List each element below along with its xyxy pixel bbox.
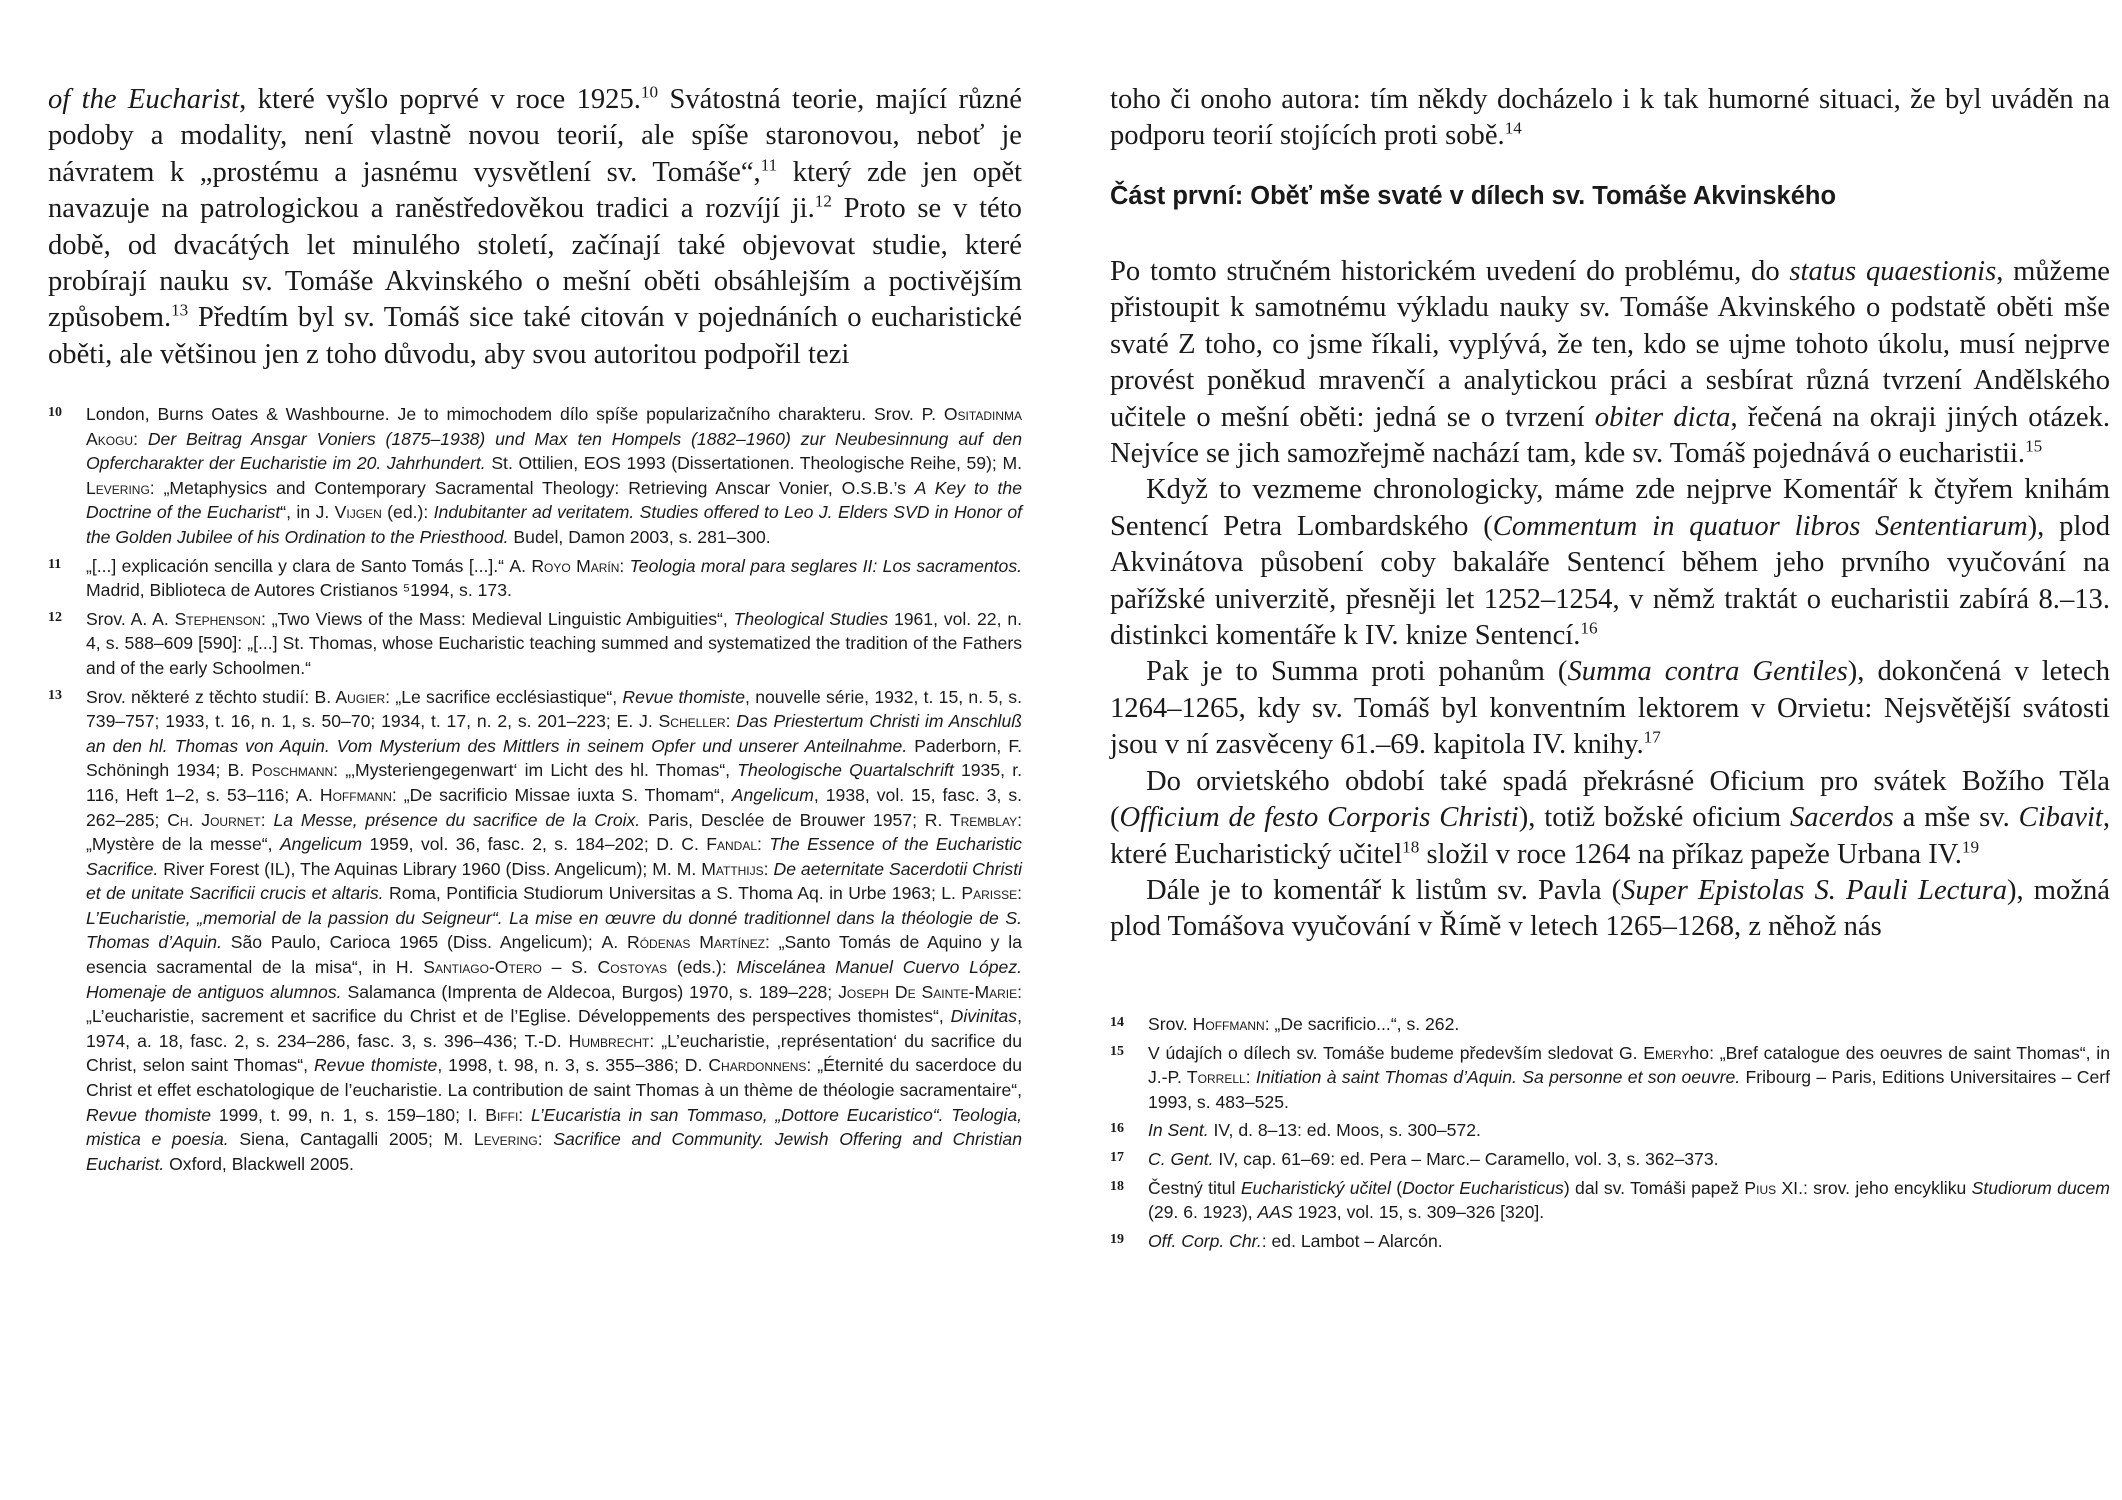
intro-paragraph bbox=[1110, 82, 2110, 155]
footnote-ref: 18 bbox=[1402, 836, 1420, 856]
footnote-text: „[...] explicación sencilla y clara de Santo Tomás [...].“ A. Royo Marín: Teologia moral para seglares II: Los sacramentos. Madrid, Biblioteca de Autores Cristianos ⁵1994, s. 173. bbox=[86, 555, 1023, 601]
right-page bbox=[1110, 0, 2110, 1500]
footnote-18 bbox=[1110, 1176, 2110, 1225]
text-segment: , které vyšlo poprvé v roce 1925. bbox=[239, 84, 641, 115]
paragraph-3: Pak je to Summa proti pohanům (Summa contra Gentiles), dokončená v letech 1264–1265, kdy sv. Tomáš byl konventním lektorem v Orvietu: Nejsvětější svátosti jsou v ní zasvěceny 61.–69. kapitola IV. knihy.$^{17}$ bbox=[1110, 656, 2111, 761]
left-paragraph bbox=[48, 82, 1022, 373]
footnote-text: Srov. Hoffmann: „De sacrificio...“, s. 262. bbox=[1148, 1014, 1460, 1034]
footnote-text: Srov. některé z těchto studií: B. Augier: „Le sacrifice ecclésiastique“, Revue thomiste, nouvelle série, 1932, t. 15, n. 5, s. 739–757; 1933, t. 16, n. 1, s. 50–70; 1934, t. 17, n. 2, s. 201–223; E. J. Scheller: Das Priestertum Christi im Anschluß an den hl. Thomas von Aquin. Vom Mysterium des Mittlers in seinem Opfer und unserer Anteilnahme. Paderborn, F. Schöningh 1934; B. Poschmann: „‚Mysteriengegenwart‘ im Licht des hl. Thomas“, Theologische Quartalschrift 1935, r. 116, Heft 1–2, s. 53–116; A. Hoffmann: „De sacrificio Missae iuxta S. Thomam“, Angelicum, 1938, vol. 15, fasc. 3, s. 262–285; Ch. Journet: La Messe, présence du sacrifice de la Croix. Paris, Desclée de Brouwer 1957; R. Tremblay: „Mystère de la messe“, Angelicum 1959, vol. 36, fasc. 2, s. 184–202; D. C. Fandal: The Essence of the Eucharistic Sacrifice. River Forest (IL), The Aquinas Library 1960 (Diss. Angelicum); M. M. Matthijs: De aeternitate Sacerdotii Christi et de unitate Sacrificii crucis et altaris. Roma, Pontificia Studiorum Universitas a S. Thoma Aq. in Urbe 1963; L. Parisse: L’Eucharistie, „memorial de la passion du Seigneur“. La mise en œuvre du donné traditionnel dans la théologie de S. Thomas d’Aquin. São Paulo, Carioca 1965 (Diss. Angelicum); A. Ródenas Martínez: „Santo Tomás de Aquino y la esencia sacramental de la misa“, in H. Santiago-Otero – S. Costoyas (eds.): Miscelánea Manuel Cuervo López. Homenaje de antiguos alumnos. Salamanca (Imprenta de Aldecoa, Burgos) 1970, s. 189–228; Joseph De Sainte-Marie: „L’eucharistie, sacrement et sacrifice du Christ et de l’Eglise. Développements des perspectives thomistes“, Divinitas, 1974, a. 18, fasc. 2, s. 234–286, fasc. 3, s. 396–436; T.-D. Humbrecht: „L’eucharistie, ‚représentation‘ du sacrifice du Christ, selon saint Thomas“, Revue thomiste, 1998, t. 98, n. 3, s. 355–386; D. Chardonnens: „Éternité du sacerdoce du Christ et effet eschatologique de l’eucharistie. La contribution de saint Thomas à un thème de théologie sacramentaire“, Revue thomiste 1999, t. 99, n. 1, s. 159–180; I. Biffi: L’Eucaristia in san Tommaso, „Dottore Eucaristico“. Teologia, mistica e poesia. Siena, Cantagalli 2005; M. Levering: Sacrifice and Community. Jewish Offering and Christian Eucharist. Oxford, Blackwell 2005. bbox=[86, 686, 1023, 1174]
section-heading: Část první: Oběť mše svaté v dílech sv. Tomáše Akvinského bbox=[1110, 182, 1837, 210]
footnote-ref: 11 bbox=[760, 155, 778, 175]
paragraph-1: Po tomto stručném historickém uvedení do problému, do status quaestionis, můžeme přistoupit k samotnému výkladu nauky sv. Tomáše Akvinského o podstatě oběti mše svaté Z toho, co jsme říkali, vyplývá, že ten, kdo se ujme tohoto úkolu, musí nejprve provést poněkud mravenčí a analytickou práci a sesbírat různá tvrzení Andělského učitele o mešní oběti: jedná se o tvrzení obiter dicta, řečená na okraji jiných otázek. Nejvíce se jich samozřejmě nachází tam, kde sv. Tomáš pojednává o eucharistii.$^{15}$ bbox=[1110, 256, 2111, 470]
footnote-number: 11 bbox=[48, 556, 62, 572]
footnote-ref: 10 bbox=[640, 82, 659, 102]
text-segment: který zde jen opět navazuje na patrologickou a raněstředověkou tradici a rozvíjí ji. bbox=[48, 156, 1023, 225]
footnote-17 bbox=[1110, 1147, 2110, 1172]
right-footnotes bbox=[1110, 1012, 2110, 1257]
footnote-number: 10 bbox=[48, 405, 62, 420]
left-page bbox=[48, 0, 1048, 1500]
footnote-ref: 14 bbox=[1504, 118, 1522, 138]
footnote-13 bbox=[48, 685, 1022, 1177]
footnote-ref: 19 bbox=[1961, 836, 1980, 856]
footnote-15 bbox=[1110, 1041, 2110, 1115]
text-segment: Svátostná teorie, mající různé podoby a modality, není vlastně novou teorií, ale spíše staronovou, neboť je návratem k „prostému a jasnému vysvětlení sv. Tomáše“, bbox=[48, 84, 1022, 188]
footnote-number: 17 bbox=[1110, 1149, 1124, 1165]
footnote-text: Srov. A. A. Stephenson: „Two Views of the Mass: Medieval Linguistic Ambiguities“, Theological Studies 1961, vol. 22, n. 4, s. 588–609 [590]: „[...] St. Thomas, whose Eucharistic teaching summed and systematized the tradition of the Fathers and of the early Schoolmen.“ bbox=[86, 608, 1022, 678]
footnote-number: 18 bbox=[1110, 1178, 1124, 1194]
italic-title: of the Eucharist bbox=[48, 84, 240, 115]
footnote-text: V údajích o dílech sv. Tomáše budeme především sledovat G. Emeryho: „Bref catalogue des oeuvres de saint Thomas“, in J.-P. Torrell: Initiation à saint Thomas d’Aquin. Sa personne et son oeuvre. Fribourg – Paris, Editions Universitaires – Cerf 1993, s. 483–525. bbox=[1148, 1042, 2111, 1112]
right-body-text bbox=[1110, 254, 2110, 946]
right-intro-text bbox=[1110, 82, 2110, 155]
footnote-number: 16 bbox=[1110, 1121, 1124, 1137]
footnote-number: 12 bbox=[48, 609, 62, 625]
footnote-text: C. Gent. IV, cap. 61–69: ed. Pera – Marc.– Caramello, vol. 3, s. 362–373. bbox=[1148, 1148, 1719, 1169]
paragraph-4: Do orvietského období také spadá překrásné Oficium pro svátek Božího Těla (Officium de festo Corporis Christi), totiž božské oficium Sacerdos a mše sv. Cibavit, které Eucharistický učitel$^{18}$ složil v roce 1264 na příkaz papeže Urbana IV.$^{19}$ bbox=[1110, 765, 2110, 870]
footnote-16 bbox=[1110, 1118, 2110, 1143]
footnote-number: 14 bbox=[1110, 1015, 1124, 1030]
footnote-text: London, Burns Oates & Washbourne. Je to mimochodem dílo spíše popularizačního charakteru. Srov. P. Ositadinma Akogu: Der Beitrag Ansgar Voniers (1875–1938) und Max ten Hompels (1882–1960) zur Neubesinnung auf den Opfercharakter der Eucharistie im 20. Jahrhundert. St. Ottilien, EOS 1993 (Dissertationen. Theologische Reihe, 59); M. Levering: „Metaphysics and Contemporary Sacramental Theology: Retrieving Anscar Vonier, O.S.B.’s A Key to the Doctrine of the Eucharist“, in J. Vijgen (ed.): Indubitanter ad veritatem. Studies offered to Leo J. Elders SVD in Honor of the Golden Jubilee of his Ordination to the Priesthood. Budel, Damon 2003, s. 281–300. bbox=[86, 404, 1023, 547]
text-segment: Předtím byl sv. Tomáš sice také citován v pojednáních o eucharistické oběti, ale většinou jen z toho důvodu, aby svou autoritou podpořil tezi bbox=[48, 302, 1022, 370]
footnote-ref: 15 bbox=[2025, 436, 2043, 456]
footnote-ref: 12 bbox=[814, 191, 832, 211]
text-segment: Proto se v této době, od dvacátých let minulého století, začínají také objevovat studie, které probírají nauku sv. Tomáše Akvinského o mešní oběti obsáhlejším a poctivějším způsobem. bbox=[48, 193, 1022, 334]
footnote-ref: 17 bbox=[1643, 727, 1661, 747]
text-segment: toho či onoho autora: tím někdy docházelo i k tak humorné situaci, že byl uváděn na podporu teorií stojících proti sobě. bbox=[1110, 84, 2110, 152]
footnote-19 bbox=[1110, 1229, 2110, 1254]
footnote-14 bbox=[1110, 1012, 2110, 1037]
footnote-text: Off. Corp. Chr.: ed. Lambot – Alarcón. bbox=[1148, 1230, 1443, 1251]
left-footnotes bbox=[48, 402, 1022, 1180]
footnote-number: 13 bbox=[48, 687, 62, 703]
footnote-12 bbox=[48, 607, 1022, 681]
footnote-11 bbox=[48, 554, 1022, 603]
footnote-10 bbox=[48, 402, 1022, 550]
footnote-text: In Sent. IV, d. 8–13: ed. Moos, s. 300–572. bbox=[1148, 1120, 1481, 1141]
left-body-text bbox=[48, 82, 1022, 373]
footnote-ref: 16 bbox=[1580, 618, 1598, 638]
paragraph-5: Dále je to komentář k listům sv. Pavla (Super Epistolas S. Pauli Lectura), možná plod Tomášova vyučování v Římě v letech 1265–1268, z něhož nás bbox=[1110, 874, 2110, 943]
paragraph-2: Když to vezmeme chronologicky, máme zde nejprve Komentář k čtyřem knihám Sentencí Petra Lombardského (Commentum in quatuor libros Sententiarum), plod Akvinátova působení coby bakaláře Sentencí během jeho prvního vyučování na pařížské univerzitě, přesněji let 1252–1254, v němž traktát o eucharistii zabírá 8.–13. distinkci komentáře k IV. knize Sentencí.$^{16}$ bbox=[1110, 474, 2111, 652]
footnote-ref: 13 bbox=[171, 300, 189, 320]
footnote-number: 15 bbox=[1110, 1043, 1124, 1059]
footnote-text: Čestný titul Eucharistický učitel (Doctor Eucharisticus) dal sv. Tomáši papež Pius XI.: srov. jeho encykliku Studiorum ducem (29. 6. 1923), AAS 1923, vol. 15, s. 309–326 [320]. bbox=[1148, 1177, 2110, 1223]
footnote-number: 19 bbox=[1110, 1231, 1124, 1247]
